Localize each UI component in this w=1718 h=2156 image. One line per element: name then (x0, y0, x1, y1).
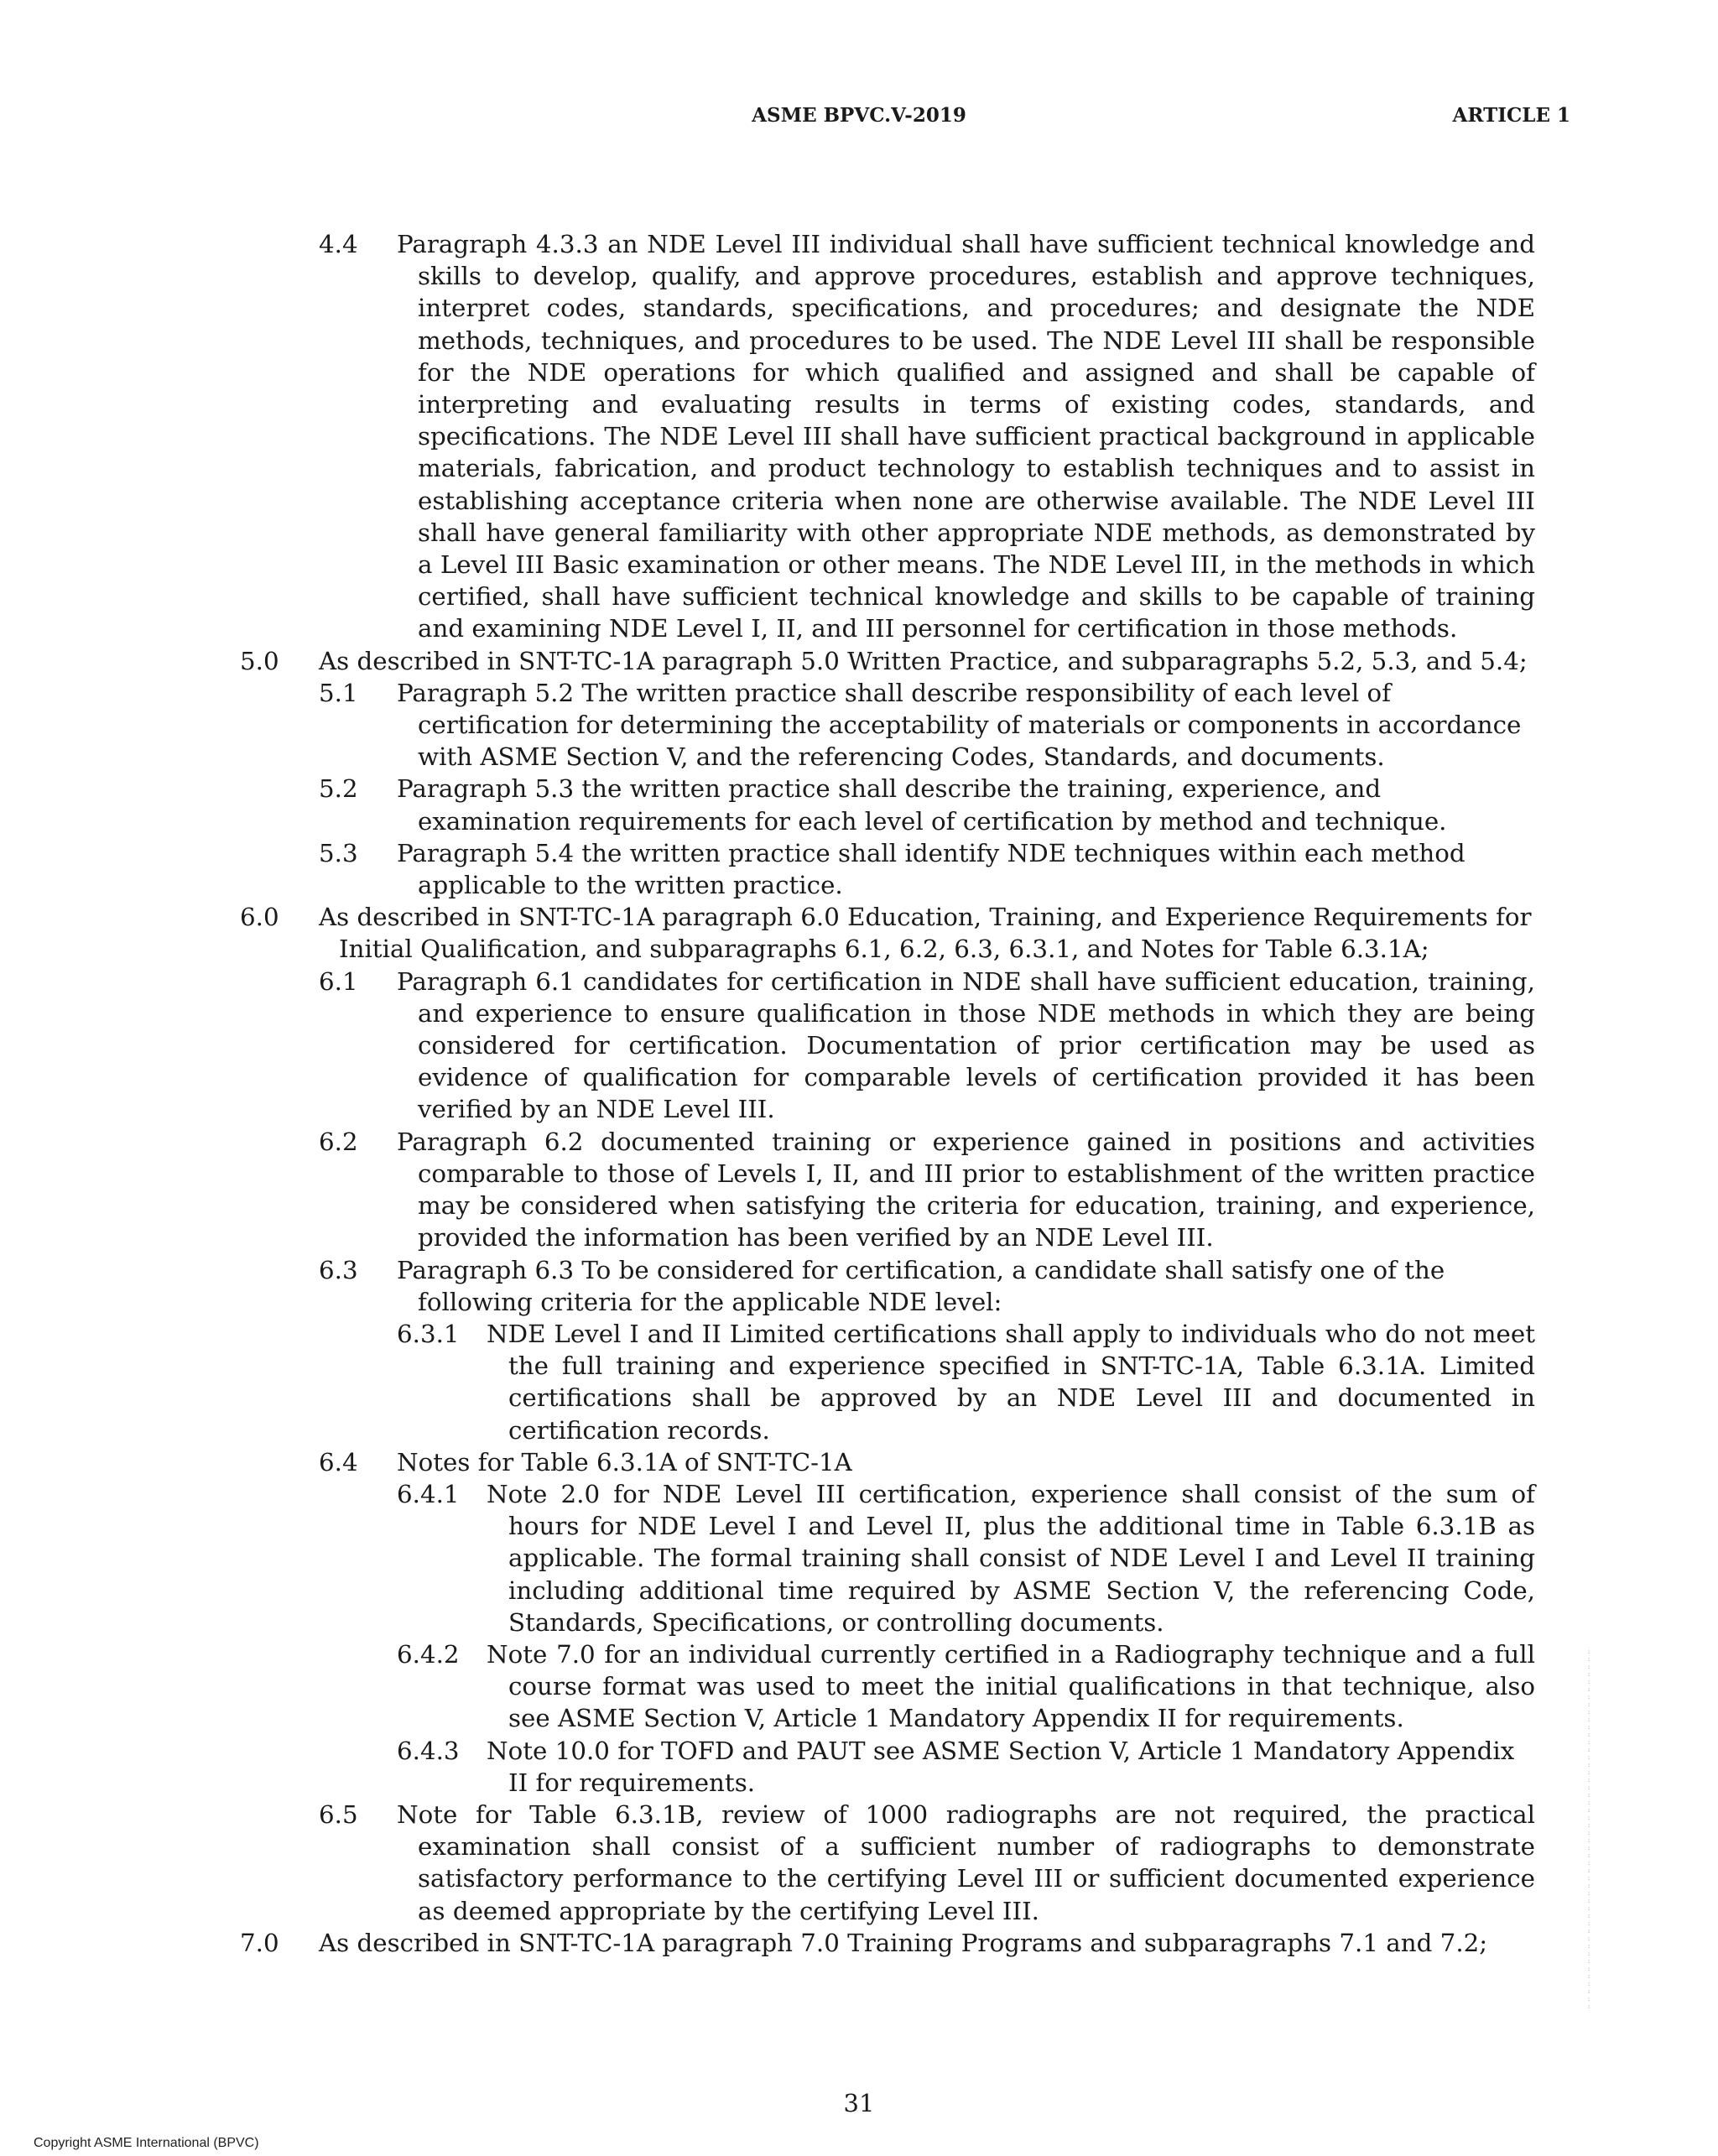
header-article: ARTICLE 1 (1452, 104, 1570, 127)
paragraph-number: 6.1 (319, 966, 358, 996)
paragraph-text: Note for Table 6.3.1B, review of 1000 radiographs are not required, the practical examination shall consist of a sufficient number of radiographs to demonstrate satisfactory performance to the certifying Level III or sufficient documented experience as deemed appropriate by the certifying Level III. (397, 1799, 1535, 1925)
paragraph-number: 6.4.2 (397, 1639, 460, 1669)
paragraph-6-1 (0, 966, 1718, 1126)
paragraph-6-3 (0, 1254, 1718, 1318)
page-number: 31 (843, 2089, 875, 2117)
paragraph-text: Paragraph 5.2 The written practice shall describe responsibility of each level of certification for determining the acceptability of materials or components in accordance with ASME Section V, and the referencing Codes, Standards, and documents. (397, 678, 1522, 772)
paragraph-6-0 (0, 901, 1718, 965)
paragraph-number: 6.4 (319, 1447, 358, 1476)
copyright-notice: Copyright ASME International (BPVC) (34, 2136, 259, 2150)
paragraph-5-0 (0, 645, 1718, 677)
paragraph-text: As described in SNT-TC-1A paragraph 7.0 Training Programs and subparagraphs 7.1 and 7.2; (319, 1928, 1488, 1957)
paragraph-number: 7.0 (240, 1928, 279, 1957)
paragraph-number: 6.0 (240, 903, 279, 932)
page-header (0, 104, 1718, 138)
paragraph-number: 6.4.3 (397, 1736, 460, 1765)
paragraph-6-4-3 (0, 1735, 1718, 1799)
paragraph-5-3 (0, 837, 1718, 901)
paragraph-text: NDE Level I and II Limited certifications shall apply to individuals who do not meet the full training and experience specified in SNT-TC-1A, Table 6.3.1A. Limited certifications shall be approved by an NDE Level III and documented in certification records. (487, 1319, 1535, 1445)
paragraph-text: Note 7.0 for an individual currently certified in a Radiography technique and a full course format was used to meet the initial qualifications in that technique, also see ASME Section V, Article 1 Mandatory Appendix II for requirements. (487, 1639, 1535, 1733)
paragraph-text: Paragraph 6.2 documented training or experience gained in positions and activities comparable to those of Levels I, II, and III prior to establishment of the written practice may be considered when satisfying the criteria for education, training, and experience, provided the information has been verified by an NDE Level III. (397, 1127, 1535, 1252)
paragraph-number: 5.0 (240, 646, 279, 675)
paragraph-text: Paragraph 5.4 the written practice shall identify NDE techniques within each method applicable to the written practice. (397, 838, 1466, 900)
paragraph-text: Paragraph 6.1 candidates for certification in NDE shall have sufficient education, training, and experience to ensure qualification in those NDE methods in which they are being considered for certification. Documentation of prior certification may be used as evidence of qualification for comparable levels of certification provided it has been verified by an NDE Level III. (397, 966, 1535, 1124)
paragraph-text: Paragraph 6.3 To be considered for certification, a candidate shall satisfy one of the following criteria for the applicable NDE level: (397, 1255, 1445, 1316)
paragraph-text: Paragraph 4.3.3 an NDE Level III individual shall have sufficient technical knowledge and skills to develop, qualify, and approve procedures, establish and approve techniques, interpret codes, standards, specifications, and procedures; and designate the NDE methods, techniques, and procedures to be used. The NDE Level III shall be responsible for the NDE operations for which qualified and assigned and shall be capable of interpreting and evaluating results in terms of existing codes, standards, and specifications. The NDE Level III shall have sufficient practical background in applicable materials, fabrication, and product technology to establish techniques and to assist in establishing acceptance criteria when none are otherwise available. The NDE Level III shall have general familiarity with other appropriate NDE methods, as demonstrated by a Level III Basic examination or other means. The NDE Level III, in the methods in which certified, shall have sufficient technical knowledge and skills to be capable of training and examining NDE Level I, II, and III personnel for certification in those methods. (397, 230, 1535, 643)
paragraph-5-1 (0, 677, 1718, 773)
paragraph-4-4 (0, 228, 1718, 645)
paragraph-6-3-1 (0, 1318, 1718, 1446)
paragraph-text: Notes for Table 6.3.1A of SNT-TC-1A (397, 1447, 852, 1476)
paragraph-text: As described in SNT-TC-1A paragraph 6.0 Education, Training, and Experience Requirements for Initial Qualification, and subparagraphs 6.1, 6.2, 6.3, 6.3.1, and Notes for Table 6.3.1A; (319, 903, 1532, 964)
paragraph-7-0 (0, 1927, 1718, 1959)
paragraph-number: 6.3.1 (397, 1319, 460, 1348)
paragraph-number: 5.2 (319, 774, 358, 804)
paragraph-number: 5.3 (319, 838, 358, 867)
paragraph-number: 6.3 (319, 1255, 358, 1284)
paragraph-number: 5.1 (319, 678, 358, 707)
paragraph-number: 6.5 (319, 1799, 358, 1829)
paragraph-6-5 (0, 1799, 1718, 1927)
document-body (0, 228, 1718, 2010)
paragraph-5-2 (0, 773, 1718, 836)
paragraph-number: 4.4 (319, 230, 358, 258)
header-title: ASME BPVC.V-2019 (752, 104, 966, 127)
paragraph-number: 6.4.1 (397, 1479, 460, 1508)
paragraph-6-4-1 (0, 1478, 1718, 1638)
paragraph-text: As described in SNT-TC-1A paragraph 5.0 Written Practice, and subparagraphs 5.2, 5.3, and 5.4; (319, 646, 1528, 675)
paragraph-text: Note 2.0 for NDE Level III certification, experience shall consist of the sum of hours for NDE Level I and Level II, plus the additional time in Table 6.3.1B as applicable. The formal training shall consist of NDE Level I and Level II training including additional time required by ASME Section V, the referencing Code, Standards, Specifications, or controlling documents. (487, 1479, 1535, 1637)
paragraph-6-2 (0, 1126, 1718, 1254)
paragraph-6-4 (0, 1446, 1718, 1478)
paragraph-text: Note 10.0 for TOFD and PAUT see ASME Section V, Article 1 Mandatory Appendix II for requirements. (487, 1736, 1515, 1797)
paragraph-number: 6.2 (319, 1127, 358, 1156)
paragraph-text: Paragraph 5.3 the written practice shall describe the training, experience, and examination requirements for each level of certification by method and technique. (397, 774, 1447, 836)
margin-watermark-marks: : : : : : : : : : : : : : : : : : : : : : : : : : : : : : : : : : : : : : : : : : : : : : : : : (1587, 1648, 1591, 2010)
paragraph-6-4-2 (0, 1638, 1718, 1735)
